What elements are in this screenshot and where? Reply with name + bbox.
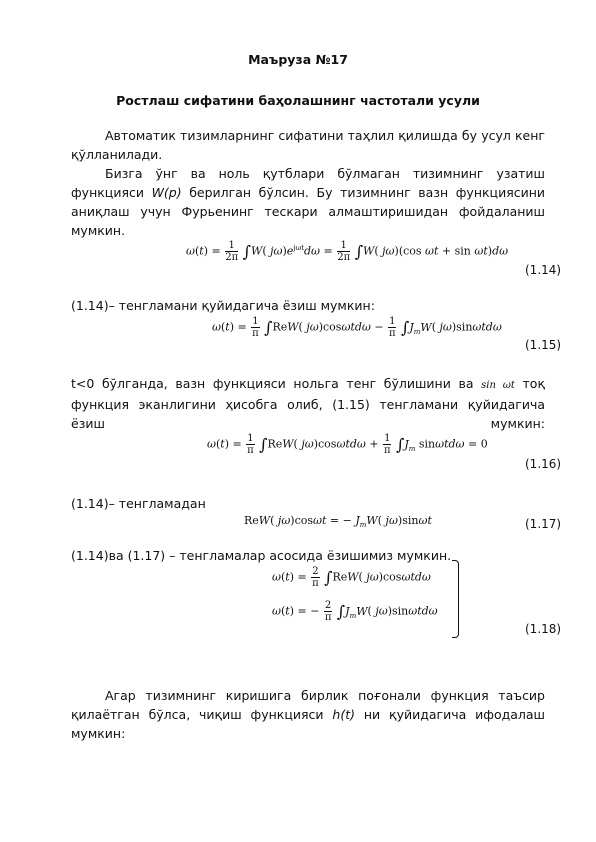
equation-1-17: ReW( jω)cosωt = − $J_mW$( jω)sinωt	[244, 514, 432, 530]
equation-brace	[452, 560, 459, 638]
equation-1-18-first: ω(t) = $\frac{2}{\pi}$ ∫ReW( jω)cosωtdω	[272, 566, 431, 589]
paragraph-odd-function: t<0 бўлганда, вазн функцияси нольга тенг бўлишини ва sin ωt тоқ функция эканлигини ҳисобга олиб, (1.15) тенгламани қуйидагича ёзиш мумкин:	[71, 376, 545, 431]
lecture-heading: Маъруза №17	[248, 52, 348, 67]
equation-1-15: ω(t) = $\frac{1}{\pi}$ ∫ReW( jω)cosωtdω − $\frac{1}{\pi}$ $\int J_mW$( jω)sinωtdω	[212, 316, 502, 339]
equation-number-1-18: (1.18)	[525, 622, 562, 636]
transfer-function-symbol: W(p)	[151, 185, 182, 200]
equation-1-16: ω(t) = $\frac{1}{\pi}$ ∫ReW( jω)cosωtdω + $\frac{1}{\pi}$ $\int J_m$ sinωtdω = 0	[207, 433, 488, 456]
paragraph-rewrite: (1.14)– тенгламани қуйидагича ёзиш мумкин:	[71, 298, 375, 313]
paragraph-transfer-function: Бизга ўнг ва ноль қутблари бўлмаган тизимнинг узатиш функцияси W(p) берилган бўлсин. Бу тизимнинг вазн функциясини аниқлаш учун Фурьенинг тескари алмаштиришидан фойдаланиш мумкин.	[71, 166, 545, 238]
output-function-symbol: h(t)	[332, 707, 355, 722]
equation-number-1-14: (1.14)	[525, 263, 562, 277]
paragraph-combined: (1.14)ва (1.17) – тенгламалар асосида ёзишимиз мумкин.	[71, 548, 452, 563]
lecture-subtitle: Ростлаш сифатини баҳолашнинг частотали усули	[116, 93, 480, 108]
equation-number-1-17: (1.17)	[525, 517, 562, 531]
paragraph-from-eq: (1.14)– тенгламадан	[71, 496, 206, 511]
sin-symbol: sin ωt	[481, 380, 515, 391]
equation-number-1-16: (1.16)	[525, 457, 562, 471]
paragraph-intro: Автоматик тизимларнинг сифатини таҳлил қилишда бу усул кенг қўлланилади.	[71, 128, 545, 162]
equation-number-1-15: (1.15)	[525, 338, 562, 352]
paragraph-step-function: Агар тизимнинг киришига бирлик поғонали функция таъсир қилаётган бўлса, чиқиш функцияси h(t) ни қуйидагича ифодалаш мумкин:	[71, 688, 545, 741]
equation-1-18-second: ω(t) = − $\frac{2}{\pi}$ $\int J_mW$( jω)sinωtdω	[272, 600, 438, 623]
equation-1-14: ω(t) = $\frac{1}{2\pi}$ ∫W( $j\omega)e^{j\omega t}d\omega$ = $\frac{1}{2\pi}$ ∫W( jω)(cos ωt + sin ωt)dω	[186, 240, 509, 263]
